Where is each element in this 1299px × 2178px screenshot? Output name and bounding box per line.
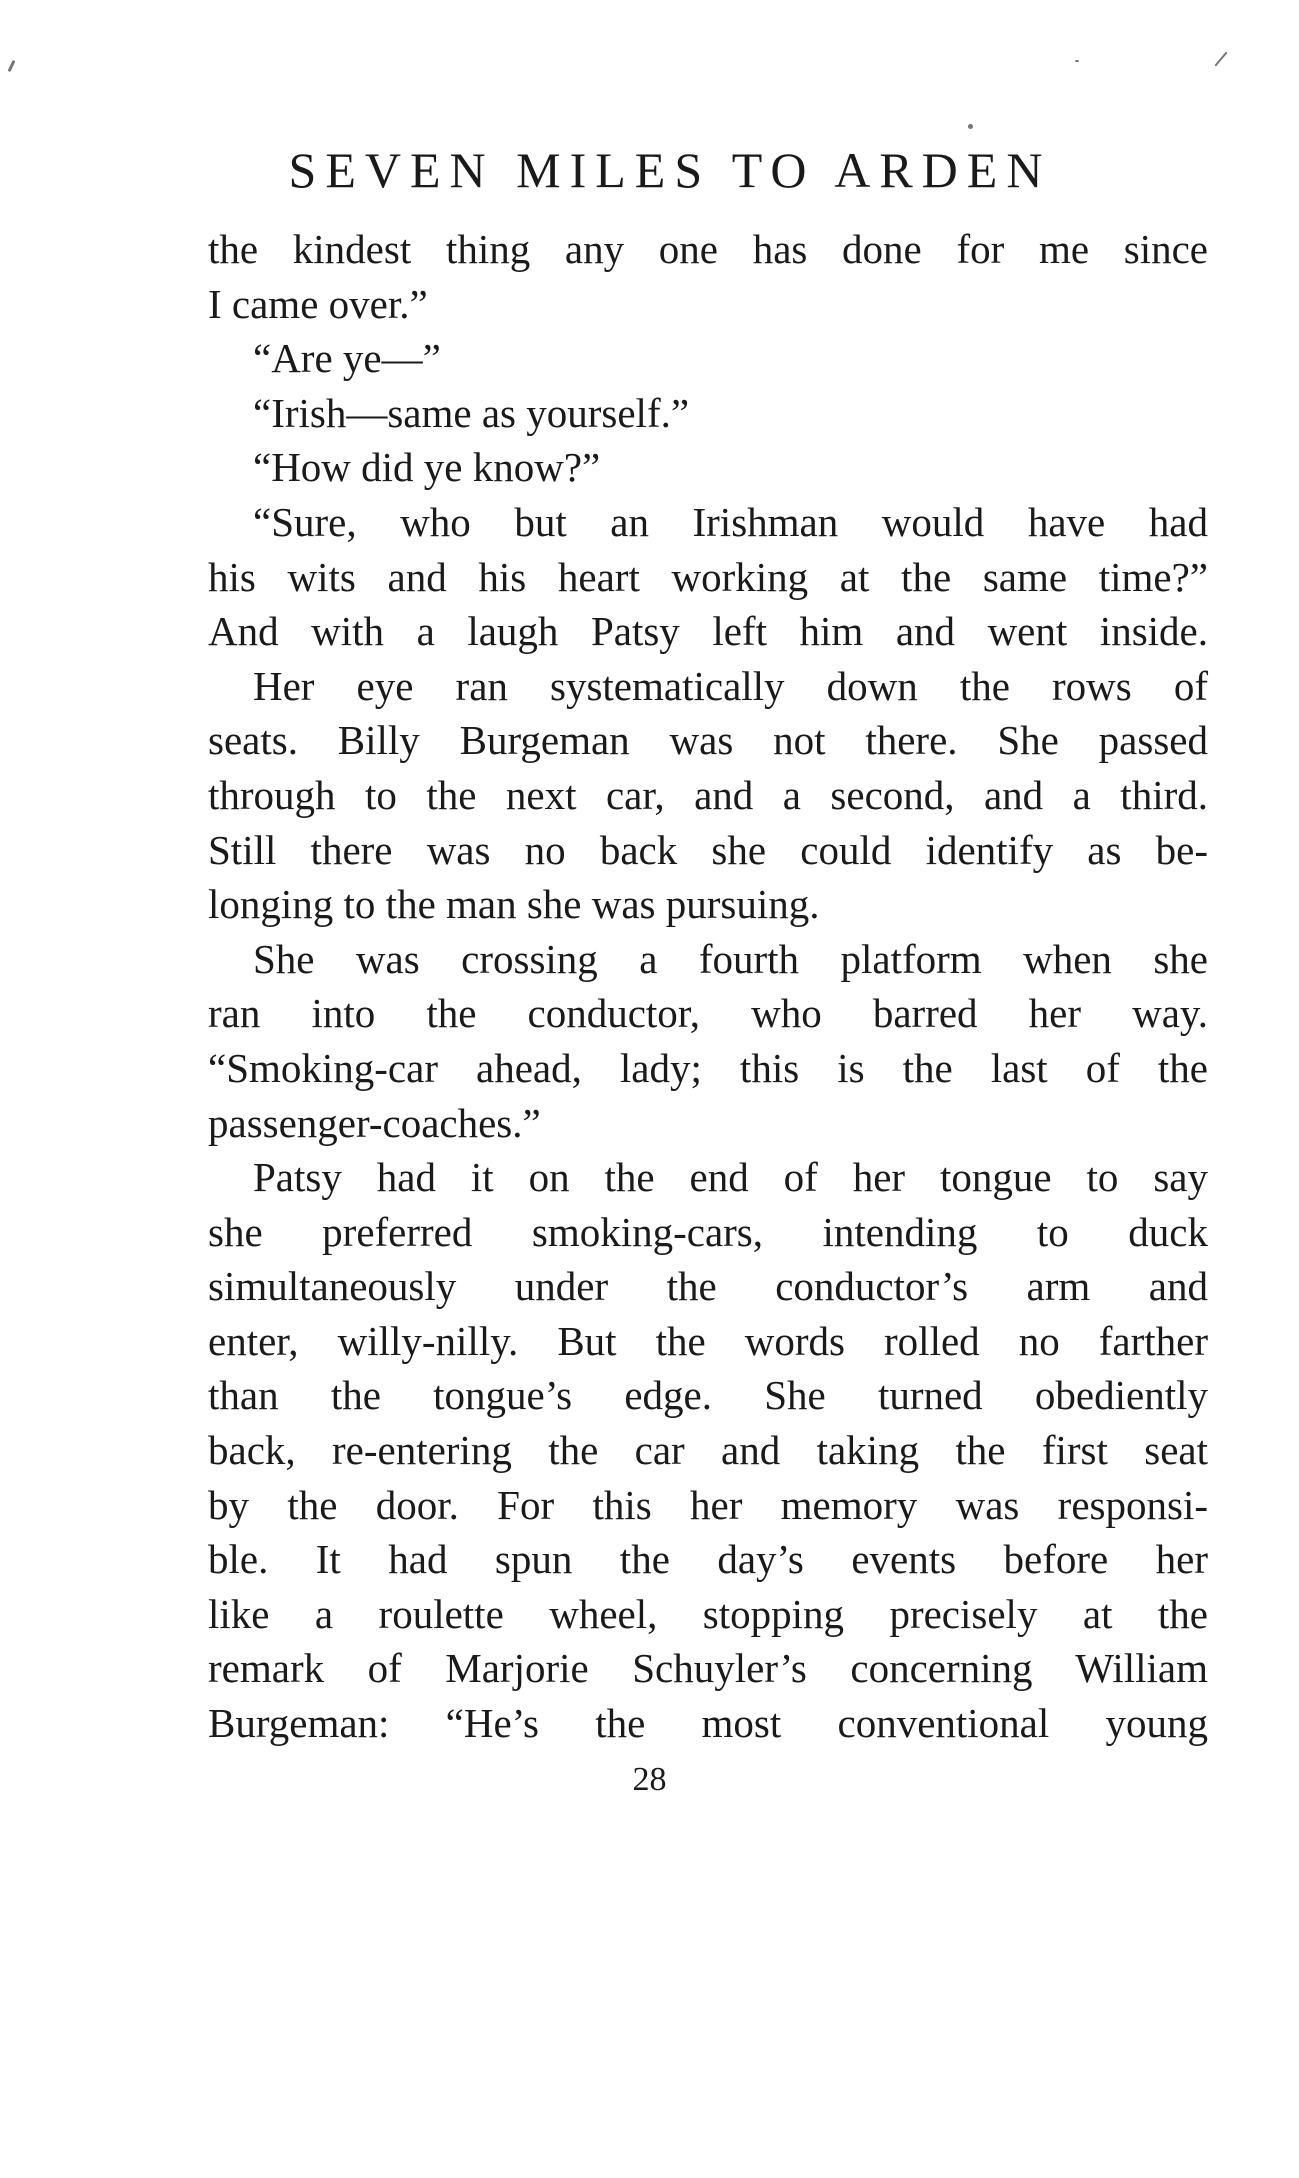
text-line: ble. It had spun the day’s events before her: [208, 1536, 1208, 1583]
scan-speck: [8, 60, 16, 72]
text-line: enter, willy-nilly. But the words rolled no farther: [208, 1317, 1208, 1364]
text-line: his wits and his heart working at the same time?”: [208, 553, 1208, 600]
text-line: seats. Billy Burgeman was not there. She passed: [208, 717, 1208, 764]
scan-speck: [1214, 51, 1227, 66]
text-line: Burgeman: “He’s the most conventional young: [208, 1700, 1208, 1747]
text-line: “Smoking-car ahead, lady; this is the last of the: [208, 1044, 1208, 1091]
text-line: by the door. For this her memory was responsi-: [208, 1481, 1208, 1528]
text-line: the kindest thing any one has done for me since: [208, 226, 1208, 272]
text-line: simultaneously under the conductor’s arm and: [208, 1263, 1208, 1310]
text-line: “How did ye know?”: [253, 444, 601, 491]
text-line: And with a laugh Patsy left him and went inside.: [208, 608, 1208, 655]
text-line: like a roulette wheel, stopping precisely at the: [208, 1590, 1208, 1637]
text-line: I came over.”: [208, 280, 428, 327]
body-text: [208, 222, 1208, 1751]
text-line: Her eye ran systematically down the rows of: [253, 662, 1208, 709]
text-line: ran into the conductor, who barred her way.: [208, 990, 1208, 1037]
scan-speck: [968, 124, 973, 129]
text-line: “Irish—same as yourself.”: [253, 389, 690, 436]
text-line: longing to the man she was pursuing.: [208, 881, 820, 928]
text-line: Still there was no back she could identify as be-: [208, 826, 1208, 873]
text-line: “Sure, who but an Irishman would have had: [253, 498, 1208, 545]
page-number: 28: [632, 1761, 667, 1798]
running-head: SEVEN MILES TO ARDEN: [288, 142, 1052, 198]
text-line: “Are ye—”: [253, 335, 441, 382]
text-line: through to the next car, and a second, and a third.: [208, 771, 1208, 818]
text-line: than the tongue’s edge. She turned obediently: [208, 1372, 1208, 1419]
text-line: back, re-entering the car and taking the first seat: [208, 1427, 1208, 1474]
text-line: She was crossing a fourth platform when she: [253, 935, 1208, 982]
text-line: remark of Marjorie Schuyler’s concerning William: [208, 1645, 1208, 1692]
scan-speck: [1075, 60, 1079, 62]
text-line: Patsy had it on the end of her tongue to say: [253, 1154, 1208, 1201]
text-line: passenger-coaches.”: [208, 1099, 541, 1146]
text-line: she preferred smoking-cars, intending to duck: [208, 1208, 1208, 1255]
